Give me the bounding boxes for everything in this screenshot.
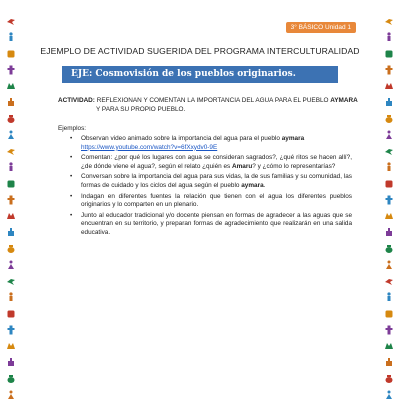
pot-icon [6,374,16,384]
left-border-motifs [4,16,18,400]
figure-icon [384,292,394,302]
person-icon [384,260,394,270]
actividad-text-bold: AYMARA [330,97,358,104]
bird-icon [384,16,394,26]
person-icon [6,260,16,270]
figure-icon [6,292,16,302]
bird-icon [384,146,394,156]
hand-icon [384,97,394,107]
right-border-motifs [382,16,396,400]
mask-icon [384,179,394,189]
bird-icon [6,16,16,26]
item-text-end: ? y ¿cómo lo representarías? [252,162,336,170]
list-item [70,154,352,171]
ejemplos-list [70,135,352,240]
item-text: Conversan sobre la importancia del agua para sus vidas, la de sus familias y su comunidad, las formas de cuidado y los ciclos del agua según el pueblo [81,173,352,189]
hand-icon [6,227,16,237]
list-item [70,173,352,190]
figure-icon [384,162,394,172]
fox-icon [6,81,16,91]
hand-icon [384,357,394,367]
hand-icon [384,227,394,237]
ejemplos-label: Ejemplos: [58,125,87,132]
item-bold: aymara [241,181,264,189]
figure-icon [384,32,394,42]
eje-banner: EJE: Cosmovisión de los pueblos originarios. [62,66,338,83]
totem-icon [6,325,16,335]
mask-icon [384,49,394,59]
person-icon [6,130,16,140]
person-icon [384,390,394,400]
hand-icon [6,357,16,367]
actividad-text-1: REFLEXIONAN Y COMENTAN LA IMPORTANCIA DEL AGUA PARA EL PUEBLO [94,97,331,104]
mask-icon [6,309,16,319]
grade-unit-badge: 3° BÁSICO Unidad 1 [286,22,356,33]
list-item [70,212,352,238]
item-bold: aymara [281,135,305,142]
document-title: EJEMPLO DE ACTIVIDAD SUGERIDA DEL PROGRAMA INTERCULTURALIDAD [40,46,360,56]
pot-icon [6,244,16,254]
totem-icon [6,195,16,205]
item-text: Observan video animado sobre la importancia del agua para el pueblo [81,135,282,142]
figure-icon [6,32,16,42]
fox-icon [384,211,394,221]
actividad-text-2: Y PARA SU PROPIO PUEBLO. [96,106,186,113]
pot-icon [384,374,394,384]
list-item [70,193,352,210]
pot-icon [6,114,16,124]
youtube-link[interactable]: https://www.youtube.com/watch?v=6fXxydv0-9E [81,143,218,151]
fox-icon [384,341,394,351]
fox-icon [384,81,394,91]
figure-icon [6,162,16,172]
mask-icon [6,179,16,189]
item-bold: Amaru [232,162,253,170]
item-text-end: . [263,181,266,189]
item-text: Junto al educador tradicional y/o docente piensan en formas de agradecer a las aguas que se encuentran en su territorio, y preparan formas de agradecimiento que realizarán en una salida educativa. [81,211,352,236]
hand-icon [6,97,16,107]
actividad-label: ACTIVIDAD: [58,97,95,104]
item-text: Indagan en diferentes fuentes la relación que tienen con el agua los diferentes pueblos originarios y lo comparten en un plenario. [81,192,352,209]
totem-icon [384,65,394,75]
person-icon [384,130,394,140]
mask-icon [6,49,16,59]
item-text: Comentan: ¿por qué los lugares con agua se consideran sagrados?, ¿qué ritos se hacen allí?, ¿de dónde viene el agua?, según el relato ¿quién es [81,154,352,170]
fox-icon [6,341,16,351]
list-item [70,135,352,152]
pot-icon [384,114,394,124]
bird-icon [6,276,16,286]
totem-icon [6,65,16,75]
actividad-block [58,96,358,114]
bird-icon [6,146,16,156]
totem-icon [384,195,394,205]
person-icon [6,390,16,400]
bird-icon [384,276,394,286]
pot-icon [384,244,394,254]
totem-icon [384,325,394,335]
fox-icon [6,211,16,221]
mask-icon [384,309,394,319]
